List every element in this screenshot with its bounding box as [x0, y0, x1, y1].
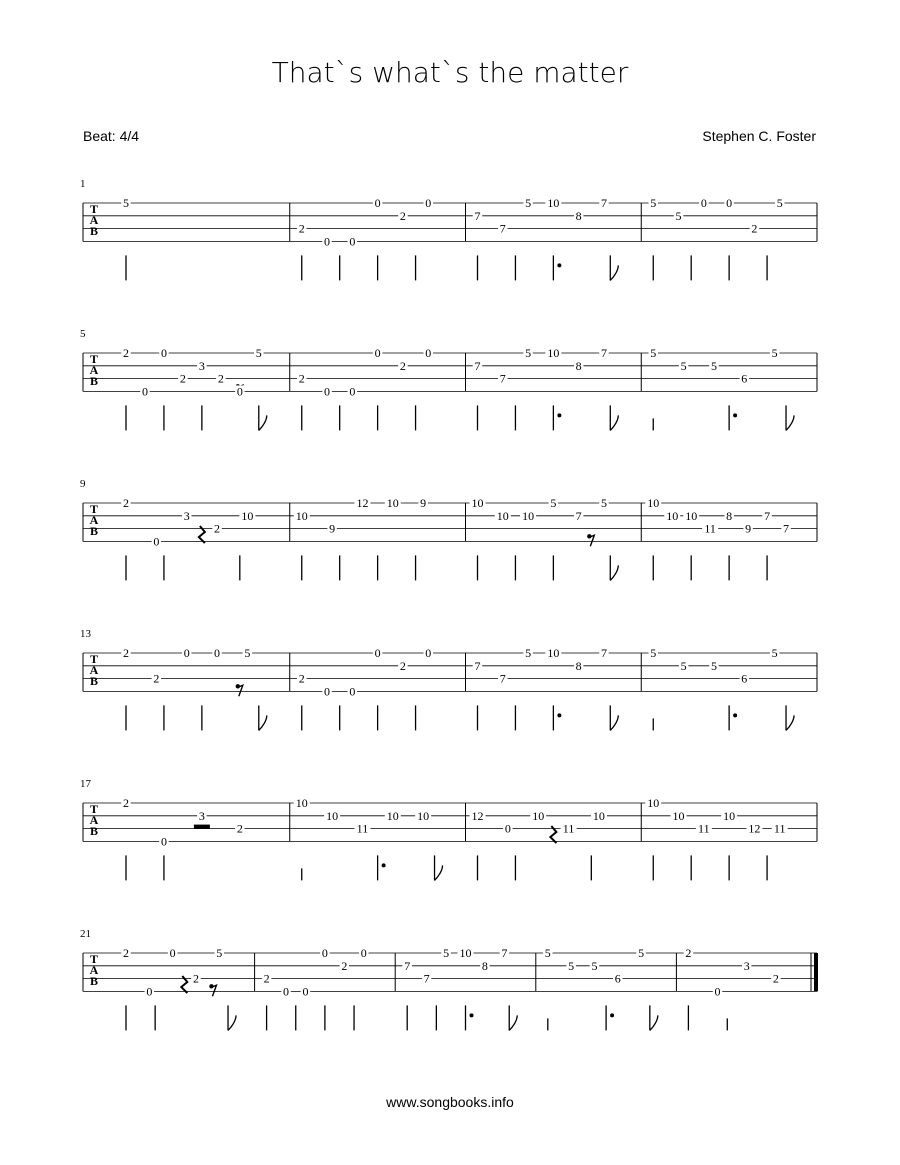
half-rest-icon	[194, 825, 210, 829]
fret-number: 0	[214, 646, 221, 660]
fret-number: 0	[726, 196, 733, 210]
tab-system	[80, 178, 817, 280]
fret-number: 11	[704, 521, 716, 536]
eighth-rest-icon	[589, 535, 594, 546]
tab-system	[80, 928, 818, 1030]
measure	[121, 196, 290, 280]
tab-clef-letter: B	[89, 224, 99, 238]
fret-number: 2	[399, 208, 406, 223]
tab-clef-letter: A	[89, 213, 99, 227]
fret-number: 10	[647, 496, 660, 510]
fret-number: 5	[680, 658, 687, 673]
fret-number: 0	[183, 646, 190, 660]
fret-number: 5	[680, 358, 687, 373]
fret-number: 5	[525, 346, 532, 360]
fret-number: 5	[255, 346, 262, 360]
fret-number: 10	[723, 808, 736, 823]
fret-number: 8	[575, 208, 582, 223]
flag-icon	[610, 415, 618, 430]
measure	[294, 496, 466, 580]
fret-number: 5	[675, 208, 682, 223]
flag-icon	[610, 715, 618, 730]
fret-number: 0	[349, 234, 356, 249]
fret-number: 7	[499, 221, 506, 236]
fret-number: 12	[471, 808, 484, 823]
fret-number: 7	[600, 346, 607, 360]
fret-number: 8	[481, 958, 488, 973]
fret-number: 5	[771, 346, 778, 360]
fret-number: 5	[710, 658, 717, 673]
measure	[649, 346, 818, 430]
measure-number: 13	[80, 628, 91, 640]
fret-number: 0	[504, 821, 511, 836]
measure	[649, 646, 818, 730]
fret-number: 10	[496, 508, 509, 523]
flag-icon	[650, 1015, 658, 1030]
fret-number: 5	[650, 646, 657, 660]
footer-url: www.songbooks.info	[386, 1094, 514, 1110]
flag-icon	[610, 265, 618, 280]
fret-number: 0	[146, 984, 153, 999]
fret-number: 10	[532, 808, 545, 823]
fret-number: 2	[298, 371, 305, 386]
fret-number: 8	[575, 358, 582, 373]
fret-number: 0	[236, 384, 243, 399]
fret-number: 0	[374, 646, 381, 660]
flag-icon	[259, 415, 267, 430]
tab-clef-letter: A	[89, 513, 99, 527]
fret-number: 10	[592, 808, 605, 823]
composer-name: Stephen C. Foster	[702, 128, 816, 144]
fret-number: 3	[183, 508, 190, 523]
tab-clef-letter: B	[89, 974, 99, 988]
fret-number: 7	[423, 971, 430, 986]
measure	[473, 196, 642, 280]
tab-system	[80, 628, 817, 730]
fret-number: 0	[425, 346, 432, 360]
fret-number: 12	[356, 496, 369, 510]
measure	[262, 946, 395, 1030]
fret-number: 2	[685, 946, 692, 960]
fret-number: 5	[710, 358, 717, 373]
fret-number: 11	[356, 821, 369, 836]
fret-number: 10	[647, 796, 660, 810]
final-barline-thick	[814, 953, 818, 991]
fret-number: 10	[547, 346, 560, 360]
measure-number: 9	[80, 478, 86, 490]
fret-number: 0	[425, 196, 432, 210]
tab-clef-letter: T	[89, 352, 99, 366]
fret-number: 10	[326, 808, 339, 823]
tab-clef-letter: T	[89, 802, 99, 816]
measure	[473, 346, 642, 430]
measure	[470, 496, 642, 580]
fret-number: 7	[404, 958, 411, 973]
fret-number: 10	[471, 496, 484, 510]
fret-number: 7	[575, 508, 582, 523]
fret-number: 0	[169, 946, 176, 960]
fret-number: 0	[349, 384, 356, 399]
fret-number: 2	[123, 646, 129, 660]
fret-number: 7	[783, 521, 790, 536]
fret-number: 10	[666, 508, 679, 523]
flag-icon	[786, 415, 794, 430]
fret-number: 7	[474, 358, 481, 373]
fret-number: 2	[236, 821, 243, 836]
fret-number: 5	[525, 646, 532, 660]
measure-number: 17	[80, 778, 91, 790]
fret-number: 0	[302, 984, 309, 999]
tab-clef-letter: T	[89, 652, 99, 666]
measure	[121, 496, 290, 580]
measure	[473, 646, 642, 730]
fret-number: 2	[298, 221, 305, 236]
measure	[294, 796, 466, 880]
song-title: That`s what`s the matter	[271, 56, 629, 89]
fret-number: 12	[748, 821, 761, 836]
measure	[645, 796, 817, 880]
fret-number: 5	[638, 946, 645, 960]
fret-number: 3	[198, 358, 205, 373]
fret-number: 7	[474, 658, 481, 673]
tab-system	[80, 478, 817, 580]
fret-number: 5	[600, 496, 607, 510]
dot-icon	[610, 1013, 614, 1017]
fret-number: 9	[329, 521, 336, 536]
tab-clef-letter: B	[89, 524, 99, 538]
dot-icon	[557, 413, 561, 417]
beat-label: Beat: 4/4	[83, 128, 140, 144]
fret-number: 2	[123, 946, 129, 960]
measure	[684, 946, 818, 1030]
fret-number: 0	[360, 946, 367, 960]
tab-clef-letter: T	[89, 502, 99, 516]
tab-system	[80, 778, 817, 880]
fret-number: 0	[324, 384, 331, 399]
measure	[543, 946, 676, 1030]
fret-number: 0	[160, 346, 167, 360]
fret-number: 10	[522, 508, 535, 523]
fret-number: 7	[501, 946, 508, 960]
fret-number: 2	[298, 671, 305, 686]
tab-clef-letter: T	[89, 952, 99, 966]
fret-number: 9	[745, 521, 752, 536]
fret-number: 5	[525, 196, 532, 210]
fret-number: 2	[399, 358, 406, 373]
fret-number: 10	[672, 808, 685, 823]
fret-number: 5	[544, 946, 551, 960]
fret-number: 5	[650, 346, 657, 360]
fret-number: 11	[773, 821, 786, 836]
fret-number: 10	[241, 508, 254, 523]
flag-icon	[610, 565, 618, 580]
fret-number: 2	[399, 658, 406, 673]
flag-icon	[509, 1015, 517, 1030]
dot-icon	[733, 713, 737, 717]
fret-number: 0	[700, 196, 707, 210]
fret-number: 5	[776, 196, 783, 210]
fret-number: 3	[743, 958, 750, 973]
fret-number: 5	[244, 646, 251, 660]
fret-number: 2	[751, 221, 758, 236]
tab-clef-letter: A	[89, 663, 99, 677]
measure	[649, 196, 818, 280]
fret-number: 5	[568, 958, 575, 973]
flag-icon	[228, 1015, 236, 1030]
measure	[402, 946, 535, 1030]
fret-number: 8	[575, 658, 582, 673]
tab-clef-letter: B	[89, 674, 99, 688]
eighth-rest-icon	[211, 985, 216, 996]
fret-number: 10	[685, 508, 698, 523]
measure	[121, 646, 290, 730]
fret-number: 0	[714, 984, 721, 999]
measure-number: 5	[80, 328, 86, 340]
fret-number: 0	[324, 684, 331, 699]
fret-number: 2	[123, 346, 129, 360]
fret-number: 2	[123, 796, 129, 810]
fret-number: 2	[153, 671, 160, 686]
fret-number: 7	[600, 196, 607, 210]
measure-number: 1	[80, 178, 86, 190]
measure	[645, 496, 817, 580]
tab-clef-letter: T	[89, 202, 99, 216]
fret-number: 0	[141, 384, 148, 399]
fret-number: 10	[295, 796, 308, 810]
fret-number: 11	[562, 821, 575, 836]
fret-number: 5	[550, 496, 557, 510]
fret-number: 5	[591, 958, 598, 973]
fret-number: 10	[547, 196, 560, 210]
fret-number: 7	[600, 646, 607, 660]
measure	[121, 346, 290, 430]
fret-number: 8	[726, 508, 733, 523]
fret-number: 7	[764, 508, 771, 523]
dot-icon	[557, 263, 561, 267]
fret-number: 5	[443, 946, 450, 960]
fret-number: 10	[386, 808, 399, 823]
fret-number: 10	[295, 508, 308, 523]
fret-number: 7	[499, 371, 506, 386]
dot-icon	[470, 1013, 474, 1017]
fret-number: 2	[217, 371, 224, 386]
measure	[297, 196, 466, 280]
fret-number: 7	[474, 208, 481, 223]
tab-clef-letter: A	[89, 363, 99, 377]
measure	[121, 946, 254, 1030]
fret-number: 5	[216, 946, 223, 960]
eighth-rest-icon	[238, 685, 243, 696]
flag-icon	[435, 865, 443, 880]
fret-number: 2	[772, 971, 779, 986]
fret-number: 6	[741, 671, 748, 686]
dot-icon	[733, 413, 737, 417]
measure-number: 21	[80, 928, 91, 940]
fret-number: 5	[771, 646, 778, 660]
fret-number: 0	[160, 834, 167, 849]
fret-number: 10	[386, 496, 399, 510]
fret-number: 10	[459, 946, 472, 960]
fret-number: 7	[499, 671, 506, 686]
fret-number: 0	[283, 984, 290, 999]
flag-icon	[786, 715, 794, 730]
fret-number: 10	[547, 646, 560, 660]
fret-number: 2	[263, 971, 270, 986]
dot-icon	[382, 863, 386, 867]
fret-number: 2	[123, 496, 129, 510]
fret-number: 0	[153, 534, 160, 549]
fret-number: 0	[374, 346, 381, 360]
fret-number: 11	[698, 821, 710, 836]
measure	[121, 796, 290, 880]
fret-number: 0	[349, 684, 356, 699]
fret-number: 6	[741, 371, 748, 386]
tab-clef-letter: B	[89, 824, 99, 838]
fret-number: 0	[321, 946, 328, 960]
measure	[297, 646, 466, 730]
tab-clef-letter: B	[89, 374, 99, 388]
measure	[297, 346, 466, 430]
fret-number: 2	[192, 971, 199, 986]
tab-system	[80, 328, 817, 430]
fret-number: 9	[420, 496, 427, 510]
fret-number: 0	[425, 646, 432, 660]
tab-clef-letter: A	[89, 963, 99, 977]
fret-number: 2	[179, 371, 186, 386]
fret-number: 0	[324, 234, 331, 249]
fret-number: 2	[214, 521, 221, 536]
fret-number: 0	[374, 196, 381, 210]
fret-number: 6	[614, 971, 621, 986]
dot-icon	[557, 713, 561, 717]
tab-clef-letter: A	[89, 813, 99, 827]
fret-number: 10	[417, 808, 430, 823]
fret-number: 3	[198, 808, 205, 823]
fret-number: 5	[650, 196, 657, 210]
fret-number: 2	[341, 958, 348, 973]
flag-icon	[259, 715, 267, 730]
fret-number: 5	[123, 196, 129, 210]
